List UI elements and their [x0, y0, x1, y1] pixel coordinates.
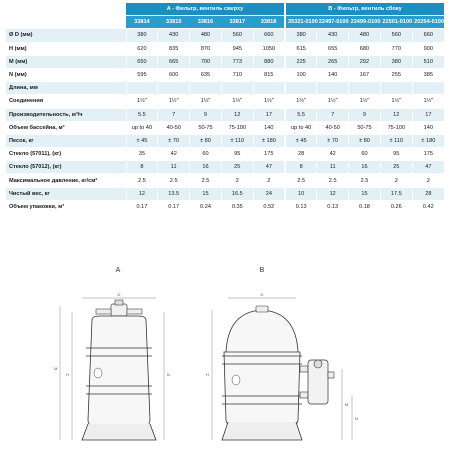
group-b-header: B - Фильтр, вентиль сбоку: [285, 3, 444, 16]
spec-cell: 2.5: [317, 174, 349, 187]
spec-cell: 700: [190, 55, 222, 68]
model-code: 20254-0100: [412, 16, 444, 29]
spec-cell: 880: [253, 55, 285, 68]
spec-cell: 12: [221, 108, 253, 121]
spec-cell: 10: [285, 187, 317, 200]
drawing-a-label: A: [115, 267, 121, 274]
model-code: 33817: [221, 16, 253, 29]
spec-cell: 380: [380, 55, 412, 68]
tank-dome: [226, 310, 298, 352]
spec-cell: 13.5: [158, 187, 190, 200]
spec-cell: 12: [126, 187, 158, 200]
spec-row: [6, 68, 444, 81]
drawing-b: [206, 267, 358, 440]
spec-cell: 560: [221, 29, 253, 42]
spec-cell: 5.5: [285, 108, 317, 121]
spec-row: [6, 55, 444, 68]
spec-cell: ± 180: [253, 134, 285, 147]
spec-cell: 430: [158, 29, 190, 42]
row-label: Длина, мм: [6, 82, 126, 95]
spec-cell: 835: [158, 42, 190, 55]
dim-n-label: N: [167, 372, 170, 377]
header-blank: [6, 16, 126, 29]
spec-cell: 1½": [285, 95, 317, 108]
model-code: 33816: [190, 16, 222, 29]
spec-body: [6, 29, 444, 214]
spec-cell: 0.42: [412, 200, 444, 213]
spec-cell: 60: [190, 148, 222, 161]
spec-cell: 7: [317, 108, 349, 121]
spec-row: [6, 108, 444, 121]
model-code: 33815: [158, 16, 190, 29]
spec-cell: ± 180: [412, 134, 444, 147]
spec-row: [6, 134, 444, 147]
spec-cell: 265: [317, 55, 349, 68]
spec-cell: [412, 82, 444, 95]
spec-row: [6, 29, 444, 42]
spec-cell: 25: [380, 161, 412, 174]
dim-m-label: M: [54, 366, 58, 371]
row-label: H (мм): [6, 42, 126, 55]
spec-cell: 95: [380, 148, 412, 161]
dim-d-label: D: [260, 292, 264, 297]
spec-cell: 2.5: [285, 174, 317, 187]
spec-cell: 17: [253, 108, 285, 121]
row-label: Ø D (мм): [6, 29, 126, 42]
spec-cell: 15: [190, 187, 222, 200]
spec-cell: 600: [158, 68, 190, 81]
spec-cell: 0.17: [158, 200, 190, 213]
spec-cell: 0.13: [285, 200, 317, 213]
spec-cell: [253, 82, 285, 95]
model-code: 22501-0100: [380, 16, 412, 29]
spec-cell: [380, 82, 412, 95]
spec-cell: 140: [412, 121, 444, 134]
spec-cell: 140: [253, 121, 285, 134]
spec-cell: 900: [412, 42, 444, 55]
spec-cell: 9: [190, 108, 222, 121]
spec-cell: 40-50: [317, 121, 349, 134]
spec-cell: 2.5: [190, 174, 222, 187]
model-code: 33814: [126, 16, 158, 29]
spec-row: [6, 200, 444, 213]
spec-cell: 773: [221, 55, 253, 68]
tank-lid: [256, 306, 268, 312]
spec-cell: 42: [317, 148, 349, 161]
spec-row: [6, 161, 444, 174]
spec-cell: 660: [412, 29, 444, 42]
spec-cell: 615: [285, 42, 317, 55]
spec-row: [6, 121, 444, 134]
spec-cell: ± 80: [190, 134, 222, 147]
spec-cell: 16: [349, 161, 381, 174]
spec-cell: 480: [349, 29, 381, 42]
spec-cell: 595: [126, 68, 158, 81]
spec-cell: 11: [317, 161, 349, 174]
spec-cell: 560: [380, 29, 412, 42]
spec-cell: 28: [412, 187, 444, 200]
spec-cell: 255: [380, 68, 412, 81]
spec-cell: 815: [253, 68, 285, 81]
spec-cell: 1½": [349, 95, 381, 108]
spec-table: [6, 3, 444, 214]
model-header-row: [6, 16, 444, 29]
spec-cell: 0.52: [253, 200, 285, 213]
spec-cell: 430: [317, 29, 349, 42]
spec-cell: 35: [126, 148, 158, 161]
spec-cell: [158, 82, 190, 95]
spec-row: [6, 82, 444, 95]
spec-cell: 770: [380, 42, 412, 55]
spec-cell: 8: [126, 161, 158, 174]
row-label: Объем упаковки, м³: [6, 200, 126, 213]
spec-cell: 175: [253, 148, 285, 161]
spec-cell: 2: [221, 174, 253, 187]
spec-cell: 635: [190, 68, 222, 81]
dim-m-label: M: [345, 402, 349, 407]
spec-cell: 9: [349, 108, 381, 121]
spec-cell: 1050: [253, 42, 285, 55]
spec-cell: 47: [253, 161, 285, 174]
spec-cell: 25: [221, 161, 253, 174]
spec-cell: 16.5: [221, 187, 253, 200]
pipe-upper: [300, 366, 308, 372]
spec-cell: 0.26: [380, 200, 412, 213]
spec-cell: up to 40: [285, 121, 317, 134]
row-label: Песок, кг: [6, 134, 126, 147]
spec-cell: 50-75: [190, 121, 222, 134]
spec-cell: 17: [412, 108, 444, 121]
spec-cell: 480: [190, 29, 222, 42]
spec-cell: 2: [412, 174, 444, 187]
spec-cell: 660: [253, 29, 285, 42]
spec-cell: 5.5: [126, 108, 158, 121]
spec-row: [6, 187, 444, 200]
pipe-right: [127, 309, 142, 314]
spec-cell: [190, 82, 222, 95]
row-label: Стекло (57011), (кг): [6, 148, 126, 161]
spec-cell: [126, 82, 158, 95]
spec-cell: 2: [253, 174, 285, 187]
spec-cell: [221, 82, 253, 95]
spec-row: [6, 148, 444, 161]
spec-cell: 12: [317, 187, 349, 200]
spec-cell: 42: [158, 148, 190, 161]
spec-cell: 75-100: [380, 121, 412, 134]
dim-d-label: D: [117, 292, 121, 297]
spec-cell: 1½": [158, 95, 190, 108]
spec-cell: 40-50: [158, 121, 190, 134]
spec-cell: 1½": [221, 95, 253, 108]
valve-body: [111, 304, 127, 316]
spec-cell: 15: [349, 187, 381, 200]
spec-cell: 100: [285, 68, 317, 81]
spec-cell: ± 110: [221, 134, 253, 147]
spec-cell: 1½": [412, 95, 444, 108]
pipe-lower: [300, 392, 308, 398]
spec-cell: ± 80: [349, 134, 381, 147]
row-label: Производительность, м³/ч: [6, 108, 126, 121]
spec-cell: 1½": [126, 95, 158, 108]
spec-cell: 620: [126, 42, 158, 55]
spec-cell: 175: [412, 148, 444, 161]
tank-base: [222, 422, 302, 440]
spec-cell: 0.35: [221, 200, 253, 213]
dim-n-label: N: [355, 416, 358, 421]
drawing-a: [54, 267, 170, 440]
row-label: Максимальное давление, кг/см²: [6, 174, 126, 187]
spec-cell: 16: [190, 161, 222, 174]
spec-cell: 2.5: [158, 174, 190, 187]
group-a-header: A - Фильтр, вентиль сверху: [126, 3, 285, 16]
spec-cell: 2.5: [349, 174, 381, 187]
spec-row: [6, 95, 444, 108]
spec-cell: 710: [221, 68, 253, 81]
spec-cell: 28: [285, 148, 317, 161]
row-label: Соединения: [6, 95, 126, 108]
header-blank: [6, 3, 126, 16]
spec-cell: 2: [380, 174, 412, 187]
spec-cell: 655: [317, 42, 349, 55]
spec-cell: 60: [349, 148, 381, 161]
spec-cell: up to 40: [126, 121, 158, 134]
filter-drawings: [0, 260, 450, 450]
spec-cell: 1½": [190, 95, 222, 108]
spec-cell: [349, 82, 381, 95]
spec-cell: 167: [349, 68, 381, 81]
spec-row: [6, 174, 444, 187]
spec-cell: [317, 82, 349, 95]
spec-cell: 140: [317, 68, 349, 81]
spec-cell: ± 45: [126, 134, 158, 147]
spec-cell: 75-100: [221, 121, 253, 134]
model-code: 33818: [253, 16, 285, 29]
spec-cell: 0.13: [317, 200, 349, 213]
model-code: 22497-0100: [317, 16, 349, 29]
spec-cell: 24: [253, 187, 285, 200]
spec-cell: 17.5: [380, 187, 412, 200]
spec-cell: 47: [412, 161, 444, 174]
model-code: 22499-0100: [349, 16, 381, 29]
spec-cell: 510: [412, 55, 444, 68]
row-label: M (мм): [6, 55, 126, 68]
spec-cell: 945: [221, 42, 253, 55]
spec-cell: 50-75: [349, 121, 381, 134]
spec-cell: 12: [380, 108, 412, 121]
spec-cell: 1½": [317, 95, 349, 108]
spec-cell: 1½": [253, 95, 285, 108]
spec-cell: 870: [190, 42, 222, 55]
dim-h-label: H: [66, 372, 69, 377]
model-code: 35321-0100: [285, 16, 317, 29]
spec-cell: 0.24: [190, 200, 222, 213]
tank-base: [82, 424, 156, 440]
spec-cell: 292: [349, 55, 381, 68]
spec-cell: 2.5: [126, 174, 158, 187]
spec-cell: 665: [158, 55, 190, 68]
row-label: Чистый вес, кг: [6, 187, 126, 200]
spec-cell: 0.18: [349, 200, 381, 213]
spec-cell: 95: [221, 148, 253, 161]
spec-row: [6, 42, 444, 55]
spec-cell: 7: [158, 108, 190, 121]
spec-cell: 380: [126, 29, 158, 42]
row-label: Объем бассейна, м³: [6, 121, 126, 134]
row-label: N (мм): [6, 68, 126, 81]
spec-cell: 385: [412, 68, 444, 81]
spec-cell: 380: [285, 29, 317, 42]
spec-cell: ± 45: [285, 134, 317, 147]
spec-cell: ± 70: [317, 134, 349, 147]
spec-cell: 650: [126, 55, 158, 68]
pipe-left: [96, 309, 111, 314]
spec-cell: [285, 82, 317, 95]
spec-cell: ± 110: [380, 134, 412, 147]
spec-cell: 8: [285, 161, 317, 174]
drawing-b-label: B: [259, 267, 265, 274]
spec-cell: 0.17: [126, 200, 158, 213]
dim-h-label: H: [206, 372, 209, 377]
row-label: Стекло (57012), (кг): [6, 161, 126, 174]
spec-cell: 225: [285, 55, 317, 68]
spec-cell: 11: [158, 161, 190, 174]
spec-cell: 1½": [380, 95, 412, 108]
group-header-row: [6, 3, 444, 16]
spec-cell: 680: [349, 42, 381, 55]
spec-cell: ± 70: [158, 134, 190, 147]
